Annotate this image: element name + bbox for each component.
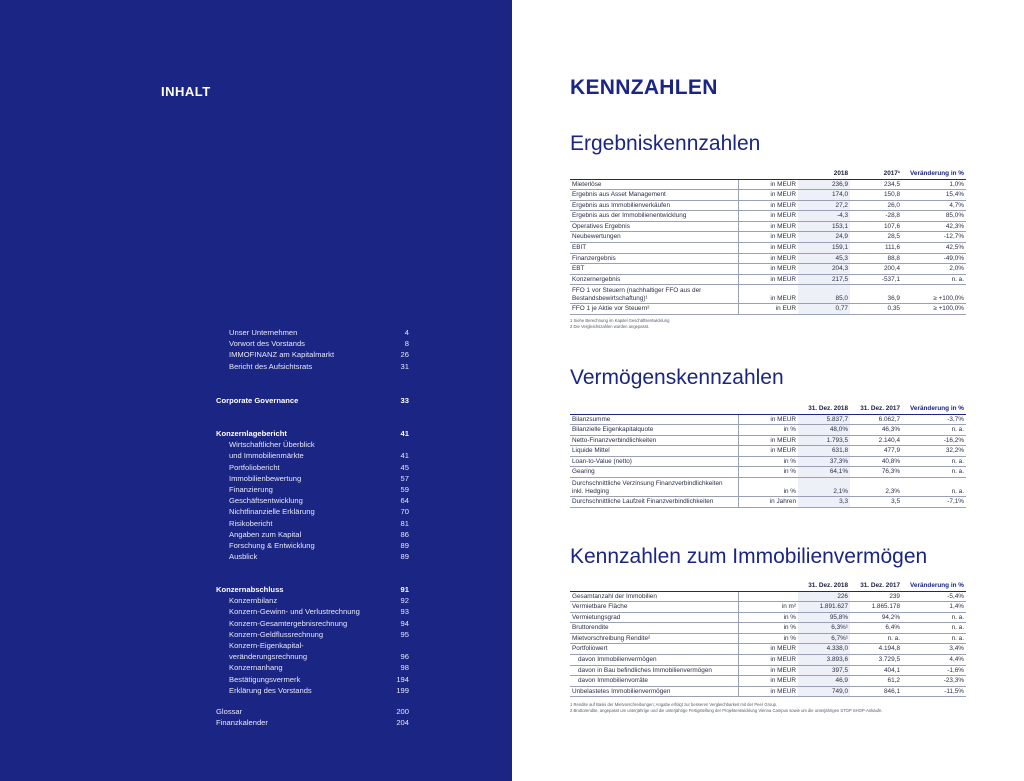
toc-item-page: 64	[400, 496, 409, 506]
row-value-prior: 107,6	[850, 221, 902, 232]
row-value-prior: 26,0	[850, 200, 902, 211]
toc-item-page: 92	[400, 596, 409, 606]
row-label: Gearing	[570, 467, 738, 478]
row-label: davon Immobilienvermögen	[570, 655, 738, 666]
row-change: ≥ +100,0%	[902, 285, 966, 304]
section-title-vermoegen: Vermögenskennzahlen	[570, 366, 784, 389]
row-value-prior: 2.140,4	[850, 435, 902, 446]
header-unit	[738, 403, 798, 414]
toc-item-page: 86	[400, 529, 409, 539]
row-change: 1,0%	[902, 179, 966, 190]
table-header-row	[570, 580, 966, 591]
toc-item[interactable]	[216, 506, 409, 517]
row-value-prior: 4.194,8	[850, 644, 902, 655]
immo-table	[570, 580, 966, 697]
row-change: 32,2%	[902, 446, 966, 457]
row-unit: in MEUR	[738, 655, 798, 666]
row-label: Operatives Ergebnis	[570, 221, 738, 232]
table-row	[570, 478, 966, 497]
section-title-immo: Kennzahlen zum Immobilienvermögen	[570, 545, 928, 568]
toc-item-page: 81	[400, 518, 409, 528]
table-row	[570, 435, 966, 446]
row-change: 85,0%	[902, 211, 966, 222]
toc-item-konzernabschluss[interactable]: Konzernabschluss 91	[216, 585, 409, 594]
table-row	[570, 644, 966, 655]
row-value-current: 6,7%¹	[798, 633, 850, 644]
toc-item-label: Konzernbilanz	[229, 596, 278, 606]
toc-item[interactable]	[216, 495, 409, 506]
toc-item-label: Erklärung des Vorstands	[229, 685, 312, 695]
row-change: -12,7%	[902, 232, 966, 243]
row-change: 4,7%	[902, 200, 966, 211]
toc-group-governance	[216, 395, 409, 406]
header-current-year: 31. Dez. 2018	[798, 403, 850, 414]
table-row	[570, 467, 966, 478]
toc-item[interactable]	[216, 706, 409, 717]
row-value-current: 749,0	[798, 686, 850, 697]
toc-item-label: veränderungsrechnung	[229, 652, 308, 662]
row-value-prior: 2,3%	[850, 478, 902, 497]
row-value-current: 631,8	[798, 446, 850, 457]
row-value-prior: 46,3%	[850, 425, 902, 436]
table-row	[570, 623, 966, 634]
toc-item[interactable]	[216, 450, 409, 461]
row-value-prior: 234,5	[850, 179, 902, 190]
row-unit: in MEUR	[738, 211, 798, 222]
row-change: 4,4%	[902, 655, 966, 666]
table-row	[570, 200, 966, 211]
table-row	[570, 497, 966, 508]
table-row	[570, 602, 966, 613]
table-row	[570, 211, 966, 222]
row-unit: in MEUR	[738, 665, 798, 676]
footnote: 1 Siehe Berechnung im Kapitel Geschäftsentwicklung	[570, 318, 670, 323]
row-unit: in MEUR	[738, 285, 798, 304]
row-unit: in MEUR	[738, 232, 798, 243]
toc-item-label: Finanzierung	[229, 485, 273, 495]
header-prior-year: 31. Dez. 2017	[850, 580, 902, 591]
row-value-prior: -28,8	[850, 211, 902, 222]
header-blank	[570, 168, 738, 179]
row-value-current: 226	[798, 591, 850, 602]
header-unit	[738, 580, 798, 591]
row-value-prior: 477,9	[850, 446, 902, 457]
toc-item[interactable]	[216, 540, 409, 551]
table-row	[570, 304, 966, 315]
row-change: 2,0%	[902, 264, 966, 275]
row-value-prior: 0,35	[850, 304, 902, 315]
row-unit: in %	[738, 456, 798, 467]
row-value-prior: 846,1	[850, 686, 902, 697]
row-value-current: 0,77	[798, 304, 850, 315]
row-value-prior: 1.865.178	[850, 602, 902, 613]
row-change: -49,0%	[902, 253, 966, 264]
page-title: KENNZAHLEN	[570, 76, 718, 99]
row-change: -5,4%	[902, 591, 966, 602]
footnote: 2 Die Vergleichszahlen wurden angepasst.	[570, 323, 650, 329]
toc-item-label: Immobilienbewertung	[229, 473, 302, 483]
table-row	[570, 425, 966, 436]
table-row	[570, 655, 966, 666]
toc-item-page: 89	[400, 541, 409, 551]
row-value-prior: 404,1	[850, 665, 902, 676]
row-value-current: 153,1	[798, 221, 850, 232]
row-change: -3,7%	[902, 414, 966, 425]
row-value-current: 64,1%	[798, 467, 850, 478]
toc-item-page: 26	[400, 350, 409, 360]
row-value-current: 3.893,6	[798, 655, 850, 666]
row-value-prior: 88,8	[850, 253, 902, 264]
row-value-current: 2,1%	[798, 478, 850, 497]
row-value-current: 1.793,5	[798, 435, 850, 446]
header-blank	[570, 580, 738, 591]
toc-item-page: 98	[400, 663, 409, 673]
row-unit: in %	[738, 467, 798, 478]
toc-item-page: 8	[404, 339, 409, 349]
toc-item[interactable]	[216, 484, 409, 495]
toc-item-label: Nichtfinanzielle Erklärung	[229, 507, 315, 517]
row-value-prior: 3,5	[850, 497, 902, 508]
toc-item-label: IMMOFINANZ am Kapitalmarkt	[229, 350, 335, 360]
toc-item-label: Konzern-Gesamtergebnisrechnung	[229, 618, 348, 628]
row-value-current: 37,3%	[798, 456, 850, 467]
row-label: Mietvorschreibung Rendite²	[570, 633, 738, 644]
table-row	[570, 190, 966, 201]
table-row	[570, 591, 966, 602]
row-value-current: 4.338,0	[798, 644, 850, 655]
immo-footnotes	[570, 702, 883, 713]
toc-item-page: 199	[396, 685, 409, 695]
toc-item-label: und Immobilienmärkte	[229, 451, 304, 461]
row-value-prior: 6,4%	[850, 623, 902, 634]
toc-item-label: Bestätigungsvermerk	[229, 674, 301, 684]
row-unit: in %	[738, 425, 798, 436]
row-label: Portfoliowert	[570, 644, 738, 655]
toc-item-label: Vorwort des Vorstands	[229, 339, 305, 349]
table-row	[570, 179, 966, 190]
vermoegen-table	[570, 403, 966, 508]
row-label: EBT	[570, 264, 738, 275]
toc-item[interactable]	[216, 685, 409, 696]
toc-item-label: Bericht des Aufsichtsrats	[229, 361, 313, 371]
toc-item[interactable]	[216, 629, 409, 640]
header-change: Veränderung in %	[902, 403, 966, 414]
table-row	[570, 665, 966, 676]
toc-item[interactable]	[216, 606, 409, 617]
row-value-current: 204,3	[798, 264, 850, 275]
row-label: Neubewertungen	[570, 232, 738, 243]
row-label: Liquide Mittel	[570, 446, 738, 457]
row-label: Ergebnis aus Asset Management	[570, 190, 738, 201]
row-change: 3,4%	[902, 644, 966, 655]
toc-item[interactable]	[216, 361, 409, 372]
toc-item-label: Angaben zum Kapital	[229, 529, 302, 539]
toc-item-label: Risikobericht	[229, 518, 273, 528]
toc-item[interactable]	[216, 518, 409, 529]
toc-item-corporate-governance[interactable]: Corporate Governance 33	[216, 396, 409, 405]
row-change: -1,6%	[902, 665, 966, 676]
row-label: Netto-Finanzverbindlichkeiten	[570, 435, 738, 446]
table-row	[570, 264, 966, 275]
toc-item[interactable]	[216, 662, 409, 673]
table-row	[570, 221, 966, 232]
toc-item-page: 31	[400, 361, 409, 371]
table-row	[570, 243, 966, 254]
toc-item[interactable]	[216, 717, 409, 728]
header-prior-year: 2017¹	[850, 168, 902, 179]
table-row	[570, 274, 966, 285]
row-unit: in MEUR	[738, 200, 798, 211]
row-change: n. a.	[902, 623, 966, 634]
toc-item-label: Konzern-Eigenkapital-	[229, 641, 304, 651]
toc-item-konzernlagebericht[interactable]: Konzernlagebericht 41	[216, 429, 409, 438]
row-value-prior: 200,4	[850, 264, 902, 275]
section-title-ergebnis: Ergebniskennzahlen	[570, 132, 761, 155]
row-value-prior: 150,8	[850, 190, 902, 201]
row-label: Mieterlöse	[570, 179, 738, 190]
footnote: 1 Rendite auf Basis der Mietvorschreibungen; Angabe erfolgt zur besseren Vergleichbarkeit mit der Peer Group.	[570, 702, 778, 707]
row-change: -11,5%	[902, 686, 966, 697]
row-value-current: 5.837,7	[798, 414, 850, 425]
row-unit: in MEUR	[738, 414, 798, 425]
toc-item[interactable]	[216, 327, 409, 338]
row-change: ≥ +100,0%	[902, 304, 966, 315]
row-value-prior: -537,1	[850, 274, 902, 285]
row-value-current: 46,9	[798, 676, 850, 687]
row-label: FFO 1 je Aktie vor Steuern²	[570, 304, 738, 315]
kennzahlen-page	[512, 0, 1024, 781]
toc-item-label: Geschäftsentwicklung	[229, 496, 303, 506]
toc-group-abschluss	[216, 584, 409, 696]
row-unit: in MEUR	[738, 179, 798, 190]
toc-item[interactable]	[216, 349, 409, 360]
toc-item[interactable]	[216, 618, 409, 629]
table-row	[570, 612, 966, 623]
row-value-current: 236,9	[798, 179, 850, 190]
row-unit: in MEUR	[738, 686, 798, 697]
row-value-current: -4,3	[798, 211, 850, 222]
row-label: davon in Bau befindliches Immobilienvermögen	[570, 665, 738, 676]
toc-item-page: 59	[400, 485, 409, 495]
toc-item-page: 70	[400, 507, 409, 517]
row-label: Finanzergebnis	[570, 253, 738, 264]
row-unit	[738, 591, 798, 602]
toc-item[interactable]	[216, 473, 409, 484]
ergebnis-table	[570, 168, 966, 315]
table-header-row	[570, 403, 966, 414]
row-change: 42,5%	[902, 243, 966, 254]
row-value-prior: 111,6	[850, 243, 902, 254]
toc-item-page: 94	[400, 618, 409, 628]
table-row	[570, 253, 966, 264]
toc-item-label: Unser Unternehmen	[229, 328, 298, 337]
row-label: Konzernergebnis	[570, 274, 738, 285]
row-label: Gesamtanzahl der Immobilien	[570, 591, 738, 602]
row-change: 1,4%	[902, 602, 966, 613]
row-change: n. a.	[902, 425, 966, 436]
header-change: Veränderung in %	[902, 168, 966, 179]
row-label: Bilanzsumme	[570, 414, 738, 425]
row-unit: in MEUR	[738, 190, 798, 201]
row-value-current: 1.891.627	[798, 602, 850, 613]
row-unit: in MEUR	[738, 274, 798, 285]
row-value-prior: 3.729,5	[850, 655, 902, 666]
row-value-current: 159,1	[798, 243, 850, 254]
row-value-current: 24,9	[798, 232, 850, 243]
table-row	[570, 232, 966, 243]
row-change: n. a.	[902, 467, 966, 478]
row-change: n. a.	[902, 478, 966, 497]
toc-item-label: Konzern-Gewinn- und Verlustrechnung	[229, 607, 360, 617]
row-change: n. a.	[902, 633, 966, 644]
header-current-year: 31. Dez. 2018	[798, 580, 850, 591]
row-value-current: 217,5	[798, 274, 850, 285]
table-row	[570, 456, 966, 467]
row-label: Vermietungsgrad	[570, 612, 738, 623]
toc-item-label: Glossar	[216, 707, 243, 716]
row-unit: in MEUR	[738, 253, 798, 264]
toc-item-page: 41	[400, 451, 409, 461]
row-unit: in Jahren	[738, 497, 798, 508]
toc-item[interactable]	[216, 640, 409, 651]
row-unit: in MEUR	[738, 221, 798, 232]
row-value-prior: n. a.	[850, 633, 902, 644]
row-label: Ergebnis aus Immobilienverkäufen	[570, 200, 738, 211]
toc-item-label: Forschung & Entwicklung	[229, 541, 315, 551]
row-value-current: 397,5	[798, 665, 850, 676]
header-prior-year: 31. Dez. 2017	[850, 403, 902, 414]
row-value-prior: 61,2	[850, 676, 902, 687]
row-unit: in %	[738, 633, 798, 644]
row-change: -16,2%	[902, 435, 966, 446]
row-unit: in %	[738, 623, 798, 634]
row-label: EBIT	[570, 243, 738, 254]
row-value-current: 6,3%¹	[798, 623, 850, 634]
ergebnis-footnotes	[570, 318, 669, 329]
row-label: Durchschnittliche Laufzeit Finanzverbindlichkeiten	[570, 497, 738, 508]
table-row	[570, 285, 966, 304]
row-value-prior: 40,8%	[850, 456, 902, 467]
row-label: Bruttorendite	[570, 623, 738, 634]
toc-group-intro	[216, 327, 409, 372]
row-value-current: 45,3	[798, 253, 850, 264]
toc-item-page: 200	[396, 707, 409, 716]
row-label: Vermietbare Fläche	[570, 602, 738, 613]
row-value-prior: 94,2%	[850, 612, 902, 623]
table-row	[570, 414, 966, 425]
toc-item-page: 4	[404, 328, 409, 337]
toc-item[interactable]	[216, 462, 409, 473]
row-label: davon Immobilienvorräte	[570, 676, 738, 687]
toc-item[interactable]	[216, 651, 409, 662]
toc-item-page: 204	[396, 718, 409, 728]
row-value-current: 3,3	[798, 497, 850, 508]
toc-item-page: 93	[400, 607, 409, 617]
row-unit: in MEUR	[738, 644, 798, 655]
row-change: n. a.	[902, 612, 966, 623]
toc-item[interactable]	[216, 551, 409, 562]
header-current-year: 2018	[798, 168, 850, 179]
row-value-prior: 28,5	[850, 232, 902, 243]
row-value-current: 174,0	[798, 190, 850, 201]
row-value-prior: 6.062,7	[850, 414, 902, 425]
toc-item-page: 95	[400, 629, 409, 639]
row-label: FFO 1 vor Steuern (nachhaltiger FFO aus der Bestandsbewirtschaftung)¹	[570, 285, 738, 304]
toc-item-label: Portfoliobericht	[229, 462, 280, 472]
toc-item[interactable]	[216, 529, 409, 540]
header-unit	[738, 168, 798, 179]
row-label: Ergebnis aus der Immobilienentwicklung	[570, 211, 738, 222]
toc-item-label: Ausblick	[229, 552, 258, 562]
toc-item-page: 194	[396, 674, 409, 684]
toc-item-page: 89	[400, 552, 409, 562]
toc-item-label: Konzern-Geldflussrechnung	[229, 629, 324, 639]
row-unit: in m²	[738, 602, 798, 613]
toc-item[interactable]	[216, 338, 409, 349]
header-blank	[570, 403, 738, 414]
row-value-current: 95,8%	[798, 612, 850, 623]
toc-item-label: Finanzkalender	[216, 718, 268, 728]
row-label: Durchschnittliche Verzinsung Finanzverbindlichkeiten inkl. Hedging	[570, 478, 738, 497]
row-unit: in EUR	[738, 304, 798, 315]
row-unit: in %	[738, 478, 798, 497]
row-unit: in MEUR	[738, 676, 798, 687]
toc-item-page: 96	[400, 652, 409, 662]
row-change: n. a.	[902, 456, 966, 467]
toc-item-label: Konzernanhang	[229, 663, 283, 673]
row-label: Loan-to-Value (netto)	[570, 456, 738, 467]
toc-item-label: Wirtschaftlicher Überblick	[229, 440, 315, 450]
row-value-current: 85,0	[798, 285, 850, 304]
toc-item[interactable]	[216, 439, 409, 450]
table-row	[570, 633, 966, 644]
row-change: 42,3%	[902, 221, 966, 232]
toc-group-lagebericht	[216, 428, 409, 562]
row-value-prior: 76,3%	[850, 467, 902, 478]
row-label: Unbelastetes Immobilienvermögen	[570, 686, 738, 697]
row-change: n. a.	[902, 274, 966, 285]
row-change: -7,1%	[902, 497, 966, 508]
toc-title: INHALT	[161, 84, 211, 99]
toc-item[interactable]	[216, 674, 409, 685]
toc-item[interactable]	[216, 595, 409, 606]
row-unit: in MEUR	[738, 243, 798, 254]
row-unit: in %	[738, 612, 798, 623]
table-row	[570, 446, 966, 457]
row-value-current: 48,0%	[798, 425, 850, 436]
row-value-current: 27,2	[798, 200, 850, 211]
table-row	[570, 686, 966, 697]
row-label: Bilanzielle Eigenkapitalquote	[570, 425, 738, 436]
row-change: 15,4%	[902, 190, 966, 201]
row-value-prior: 239	[850, 591, 902, 602]
table-header-row	[570, 168, 966, 179]
table-row	[570, 676, 966, 687]
row-change: -23,3%	[902, 676, 966, 687]
row-value-prior: 36,9	[850, 285, 902, 304]
footnote: 2 Bruttorendite, angepasst um unterjährige und die unterjährige Fertigstellung der Projektentwicklung Vienna Campus sowie um die unterjährigen STOP SHOP-Ankäufe.	[570, 707, 883, 713]
row-unit: in MEUR	[738, 435, 798, 446]
toc-item-page: 57	[400, 473, 409, 483]
header-change: Veränderung in %	[902, 580, 966, 591]
toc-item-page: 45	[400, 462, 409, 472]
row-unit: in MEUR	[738, 264, 798, 275]
row-unit: in MEUR	[738, 446, 798, 457]
toc-group-end	[216, 706, 409, 728]
